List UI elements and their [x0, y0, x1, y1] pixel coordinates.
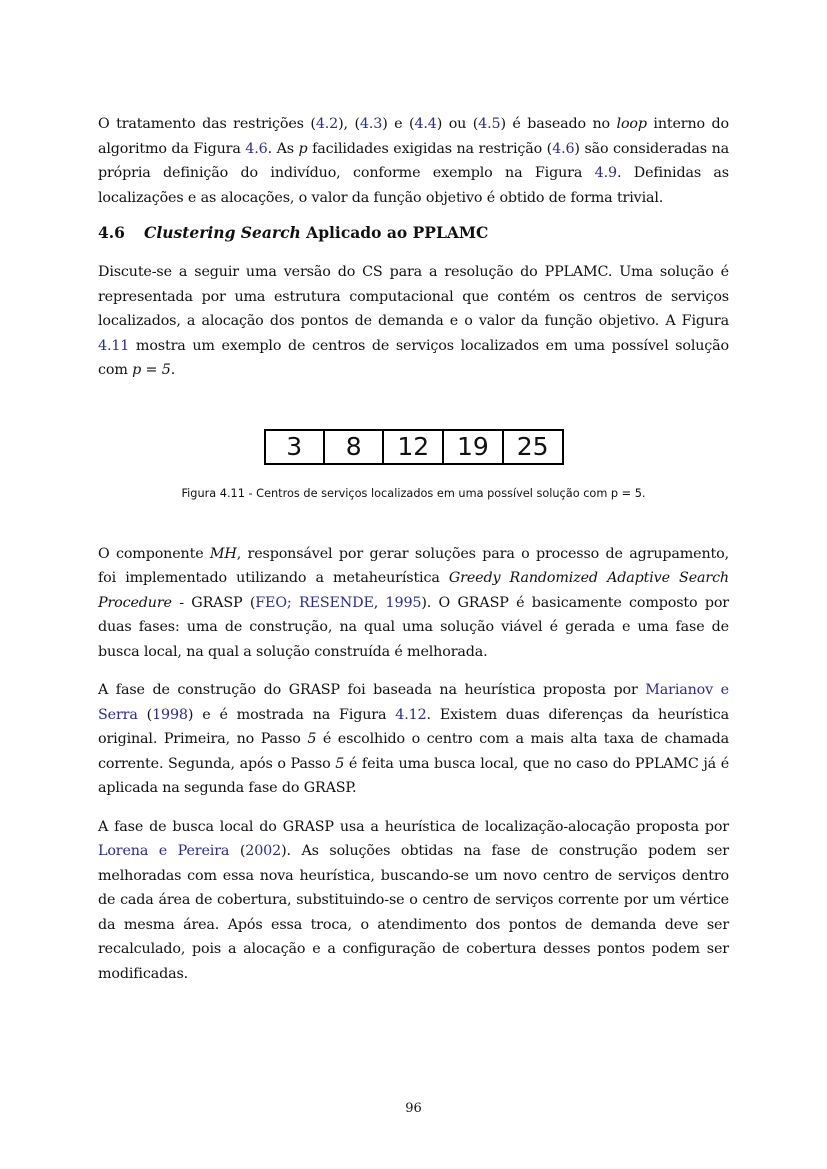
fig-ref-4-6[interactable]: 4.6: [245, 140, 268, 157]
fig-ref-4-9[interactable]: 4.9: [594, 165, 617, 181]
eq-ref-4-5[interactable]: 4.5: [478, 116, 501, 132]
loop-term: loop: [616, 116, 647, 132]
grasp-full-name: Greedy Randomized Adaptive Search Procedure: [98, 570, 729, 611]
fig-ref-4-11[interactable]: 4.11: [98, 337, 130, 354]
paragraph-construction-phase: A fase de construção do GRASP foi baseada na heurística proposta por Marianov e Serra (1998) e é mostrada na Figura 4.12. Existem duas diferenças da heurística original. Primeira, no Passo 5 é escolhido o centro com a mais alta taxa de chamada corrente. Segunda, após o Passo 5 é feita uma busca local, que no caso do PPLAMC já é aplicada na segunda fase do GRASP.: [98, 682, 729, 796]
eq-ref-4-2[interactable]: 4.2: [315, 116, 339, 132]
array-cell: 19: [443, 430, 503, 464]
citation-year-1998[interactable]: 1998: [152, 706, 188, 723]
array-cell: 8: [324, 430, 383, 464]
array-cell: 3: [265, 430, 324, 464]
section-title-rest: Aplicado ao PPLAMC: [300, 223, 489, 242]
citation-year-1995[interactable]: 1995: [385, 594, 422, 611]
eq-ref-4-3[interactable]: 4.3: [359, 116, 383, 132]
citation-marianov-serra[interactable]: Marianov e Serra: [98, 682, 729, 723]
fig-ref-4-12[interactable]: 4.12: [395, 706, 427, 723]
paragraph-mh-component: O componente MH, responsável por gerar soluções para o processo de agrupamento, foi implementado utilizando a metaheurística Greedy Randomized Adaptive Search Procedure - GRASP (FEO; RESENDE, 1995). O GRASP é basicamente composto por duas fases: uma de construção, na qual uma solução viável é gerada e uma fase de busca local, na qual a solução construída é melhorada.: [98, 545, 729, 660]
eq-ref-4-4[interactable]: 4.4: [414, 116, 437, 132]
array-cell: 25: [503, 430, 563, 464]
page-number: 96: [405, 1101, 422, 1116]
page-body: [98, 112, 729, 986]
citation-lorena-pereira[interactable]: Lorena e Pereira: [98, 843, 230, 859]
paragraph-local-search: A fase de busca local do GRASP usa a heurística de localização-alocação proposta por Lorena e Pereira (2002). As soluções obtidas na fase de construção podem ser melhoradas com essa nova heurística, buscando-se um novo centro de serviços dentro de cada área de cobertura, substituindo-se o centro de serviços corrente por um vértice da mesma área. Após essa troca, o atendimento dos pontos de demanda deve ser recalculado, pois a alocação e a configuração de cobertura desses pontos podem ser modificadas.: [98, 818, 729, 982]
citation-year-2002[interactable]: 2002: [245, 843, 282, 859]
figure-caption: Figura 4.11 - Centros de serviços localizados em uma possível solução com p = 5.: [181, 486, 646, 500]
paragraph-constraints: O tratamento das restrições (4.2), (4.3) e (4.4) ou (4.5) é baseado no loop interno do algoritmo da Figura 4.6. As p facilidades exigidas na restrição (4.6) são consideradas na própria definição do indivíduo, conforme exemplo na Figura 4.9. Definidas as localizações e as alocações, o valor da função objetivo é obtido de forma trivial.: [98, 116, 729, 206]
section-title-italic: Clustering Search: [144, 223, 301, 242]
solution-array-figure: [264, 429, 564, 465]
inline-equation: p = 5: [132, 362, 171, 378]
eq-ref-4-6[interactable]: 4.6: [552, 140, 575, 157]
array-cell: 12: [383, 430, 443, 464]
citation-feo-resende[interactable]: FEO; RESENDE: [255, 594, 374, 611]
paragraph-cs-version: Discute-se a seguir uma versão do CS para a resolução do PPLAMC. Uma solução é representada por uma estrutura computacional que contém os centros de serviços localizados, a alocação dos pontos de demanda e o valor da função objetivo. A Figura 4.11 mostra um exemplo de centros de serviços localizados em uma possível solução com p = 5.: [98, 264, 729, 378]
section-heading: [98, 220, 729, 246]
section-number: 4.6: [98, 223, 125, 242]
